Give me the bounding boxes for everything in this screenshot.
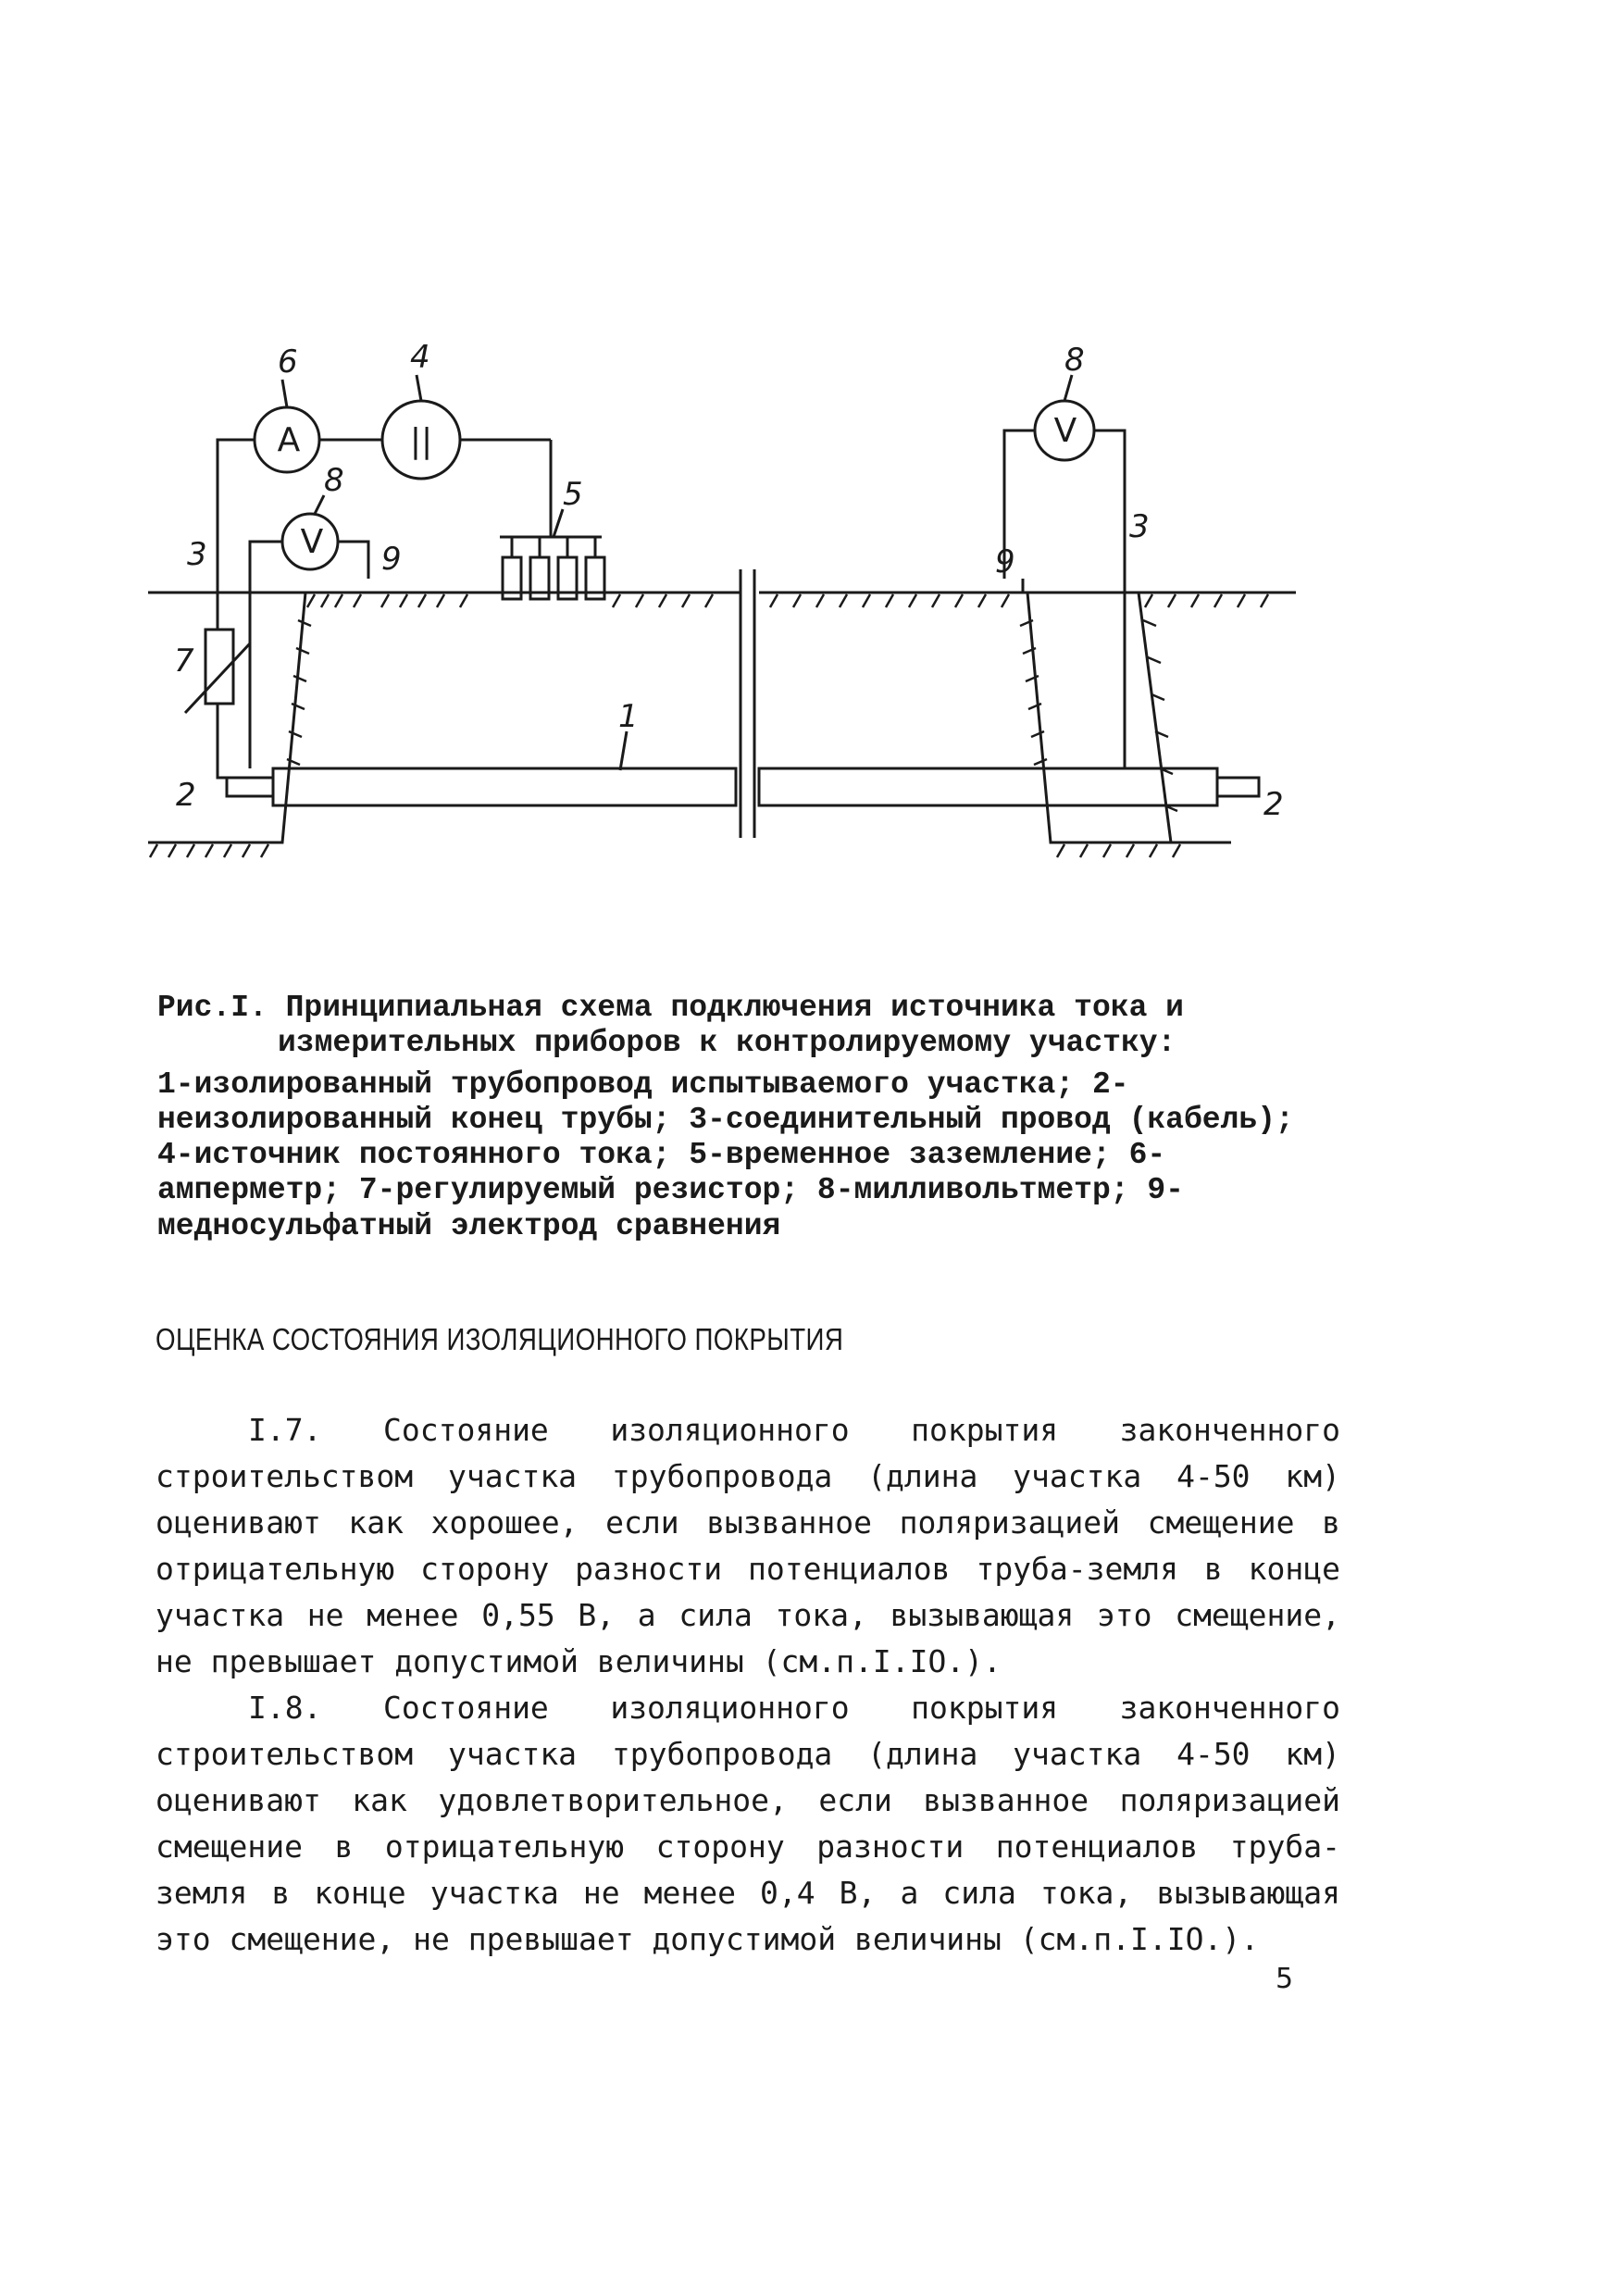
label-8-left: 8 bbox=[324, 462, 344, 499]
paragraph-1-8: I.8. Состояние изоляционного покрытия законченного строительством участка трубопровода (длина участка 4-50 км) оценивают как удовлетворительное, если вызванное поляризацией смещение в отрицательную сторону разности потенциалов труба-земля в конце участка не менее 0,4 В, а сила тока, вызывающая это смещение, не превышает допустимой величины (см.п.I.IO.). bbox=[156, 1690, 1340, 1957]
label-9-right: 9 bbox=[995, 543, 1015, 580]
label-3-right: 3 bbox=[1129, 508, 1150, 545]
label-3-left: 3 bbox=[187, 536, 207, 573]
voltmeter-left-label: V bbox=[300, 523, 324, 561]
label-2-right: 2 bbox=[1263, 786, 1284, 823]
pipe-left bbox=[273, 768, 736, 805]
label-6: 6 bbox=[278, 343, 298, 381]
section-title: ОЦЕНКА СОСТОЯНИЯ ИЗОЛЯЦИОННОГО ПОКРЫТИЯ bbox=[156, 1322, 844, 1356]
ammeter-label: A bbox=[277, 421, 301, 459]
pipe-right bbox=[759, 768, 1217, 805]
page-number: 5 bbox=[1276, 1963, 1294, 1995]
label-9-left: 9 bbox=[381, 541, 402, 578]
figure-caption bbox=[157, 991, 1296, 1244]
body-text bbox=[156, 1407, 1340, 1963]
label-8-right: 8 bbox=[1064, 343, 1085, 379]
label-5: 5 bbox=[563, 476, 583, 513]
voltmeter-right-label: V bbox=[1053, 412, 1077, 450]
paragraph-1-7: I.7. Состояние изоляционного покрытия законченного строительством участка трубопровода (длина участка 4-50 км) оценивают как хорошее, если вызванное поляризацией смещение в отрицательную сторону разности потенциалов труба-земля в конце участка не менее 0,55 В, а сила тока, вызывающая это смещение, не превышает допустимой величины (см.п.I.IO.). bbox=[156, 1412, 1340, 1679]
caption-description: 1-изолированный трубопровод испытываемого участка; 2-неизолированный конец трубы; 3-соединительный провод (кабель); 4-источник постоянного тока; 5-временное заземление; 6-амперметр; 7-регулируемый резистор; 8-милливольтметр; 9-медносульфатный электрод сравнения bbox=[157, 1067, 1294, 1243]
connection-diagram bbox=[139, 343, 1305, 898]
caption-title: Рис.I. Принципиальная схема подключения источника тока и измерительных приборов к контролируемому участку: bbox=[157, 991, 1184, 1061]
label-1: 1 bbox=[618, 698, 639, 735]
label-4: 4 bbox=[410, 343, 430, 376]
source-label: || bbox=[409, 422, 433, 460]
label-2-left: 2 bbox=[176, 777, 196, 814]
label-7: 7 bbox=[174, 643, 194, 680]
